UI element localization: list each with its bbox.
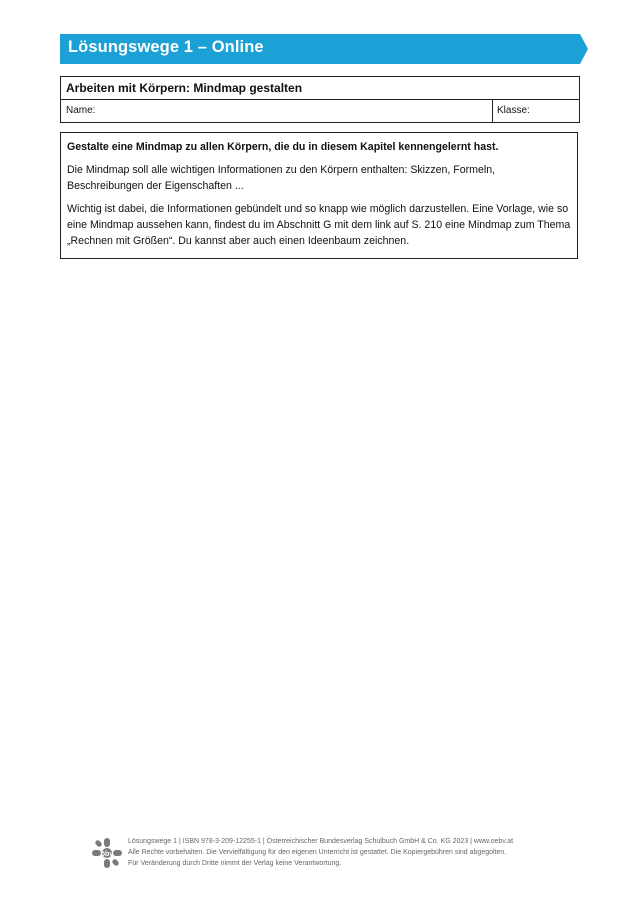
footer-line-1: Lösungswege 1 | ISBN 978-3-209-12255-1 | Österreichischer Bundesverlag Schulbuch GmbH & Co. KG 2023 | www.oebv.at <box>128 838 514 845</box>
task-paragraph-1: Die Mindmap soll alle wichtigen Informationen zu den Körpern enthalten: Skizzen, Formeln, Beschreibungen der Eigenschaften ... <box>67 164 496 192</box>
task-paragraph-2: Wichtig ist dabei, die Informationen gebündelt und so knapp wie möglich darzustellen. Eine Vorlage, wie so eine Mindmap aussehen kann, findest du im Abschnitt G mit dem link auf S. 210 eine Mindmap zum Thema „Rechnen mit Größen“. Du kannst aber auch einen Ideenbaum zeichnen. <box>67 203 571 247</box>
footer-text <box>128 836 513 869</box>
task-box <box>60 132 578 259</box>
student-info-row <box>61 100 579 122</box>
worksheet-title: Arbeiten mit Körpern: Mindmap gestalten <box>61 77 579 100</box>
class-field-label: Klasse: <box>497 105 530 116</box>
worksheet-header <box>60 76 580 123</box>
page-footer <box>90 836 560 876</box>
oebv-logo-icon <box>90 836 124 870</box>
name-field-label: Name: <box>61 100 493 122</box>
logo-text: öbv <box>100 851 114 858</box>
banner-title: Lösungswege 1 – Online <box>68 38 264 56</box>
header-banner <box>60 34 588 64</box>
footer-line-3: Für Veränderung durch Dritte nimmt der Verlag keine Verantwortung. <box>128 860 342 867</box>
footer-line-2: Alle Rechte vorbehalten. Die Vervielfältigung für den eigenen Unterricht ist gestattet. Die Kopiergebühren sind abgegolten. <box>128 849 507 856</box>
task-instruction: Gestalte eine Mindmap zu allen Körpern, die du in diesem Kapitel kennengelernt hast. <box>67 141 499 153</box>
